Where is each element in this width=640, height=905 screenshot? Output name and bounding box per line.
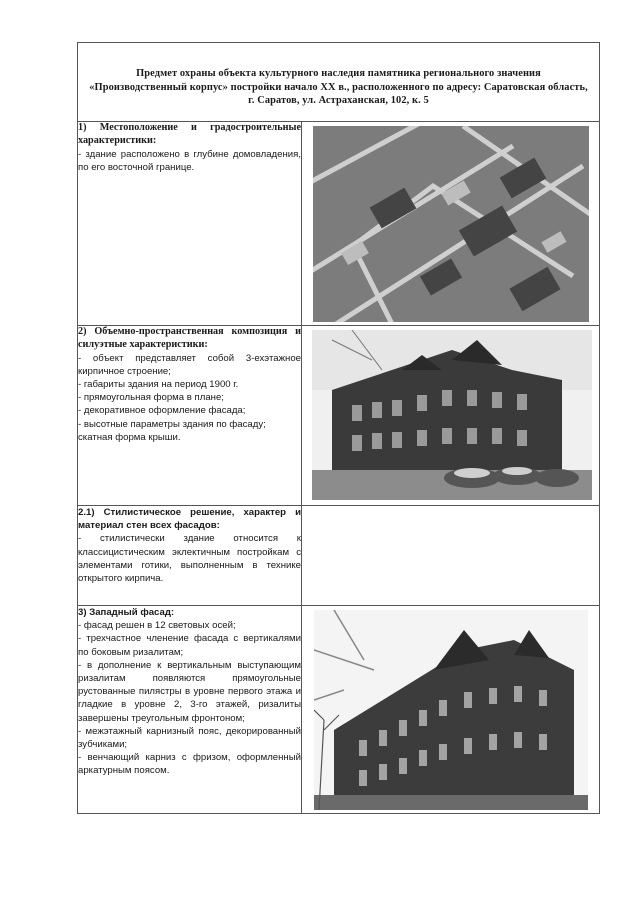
section-line: скатная форма крыши. bbox=[78, 431, 181, 443]
section-image-cell-empty bbox=[302, 506, 600, 606]
section-row bbox=[78, 326, 600, 506]
section-line: - объект представляет собой 3-ехэтажное кирпичное строение; bbox=[78, 352, 301, 377]
section-image-cell bbox=[302, 122, 600, 326]
section-line: - здание расположено в глубине домовладения, по его восточной границе. bbox=[78, 148, 301, 173]
section-line: - в дополнение к вертикальным выступающим ризалитам появляются прямоугольные рустованные пилястры в уровне первого этажа и гладкие в уровне 2, 3-го этажей, ризалиты завершены треугольным фронтоном; bbox=[78, 659, 301, 724]
section-row bbox=[78, 506, 600, 606]
section-heading: 2.1) Стилистическое решение, характер и материал стен всех фасадов: bbox=[78, 507, 301, 532]
section-line: - фасад решен в 12 световых осей; bbox=[78, 620, 236, 632]
section-line: - декоративное оформление фасада; bbox=[78, 405, 246, 417]
aerial-map-photo bbox=[313, 126, 589, 322]
section-image-cell bbox=[302, 326, 600, 506]
section-line: - трехчастное членение фасада с вертикалями по боковым ризалитам; bbox=[78, 633, 301, 658]
section-heading: 3) Западный фасад: bbox=[78, 607, 175, 618]
building-street-photo bbox=[312, 330, 592, 500]
table-header bbox=[78, 43, 600, 122]
west-facade-photo bbox=[314, 610, 588, 810]
section-line: - высотные параметры здания по фасаду; bbox=[78, 418, 266, 430]
section-heading: 1) Местоположение и градостроительные характеристики: bbox=[78, 122, 301, 146]
section-line: - габариты здания на период 1900 г. bbox=[78, 379, 239, 390]
section-text bbox=[78, 122, 302, 326]
section-line: - межэтажный карнизный пояс, декорированный зубчиками; bbox=[78, 725, 301, 751]
section-line: - стилистически здание относится к классицистическим эклектичным постройкам с элементами готики, выполненным в технике открытого кирпича. bbox=[78, 533, 301, 585]
section-text bbox=[78, 606, 302, 814]
document-title: Предмет охраны объекта культурного наследия памятника регионального значения «Производственный корпус» постройки начало XX в., расположенного по адресу: Саратовская область, г. Саратов, ул. Астраханская, 102, к. 5 bbox=[89, 68, 588, 106]
section-row bbox=[78, 606, 600, 814]
section-line: - венчающий карниз с фризом, оформленный аркатурным поясом. bbox=[78, 752, 301, 777]
protection-table bbox=[77, 42, 600, 814]
section-image-cell bbox=[302, 606, 600, 814]
section-text bbox=[78, 326, 302, 506]
section-row bbox=[78, 122, 600, 326]
section-heading: 2) Объемно-пространственная композиция и силуэтные характеристики: bbox=[78, 326, 301, 350]
section-text bbox=[78, 506, 302, 606]
section-line: - прямоугольная форма в плане; bbox=[78, 392, 224, 404]
